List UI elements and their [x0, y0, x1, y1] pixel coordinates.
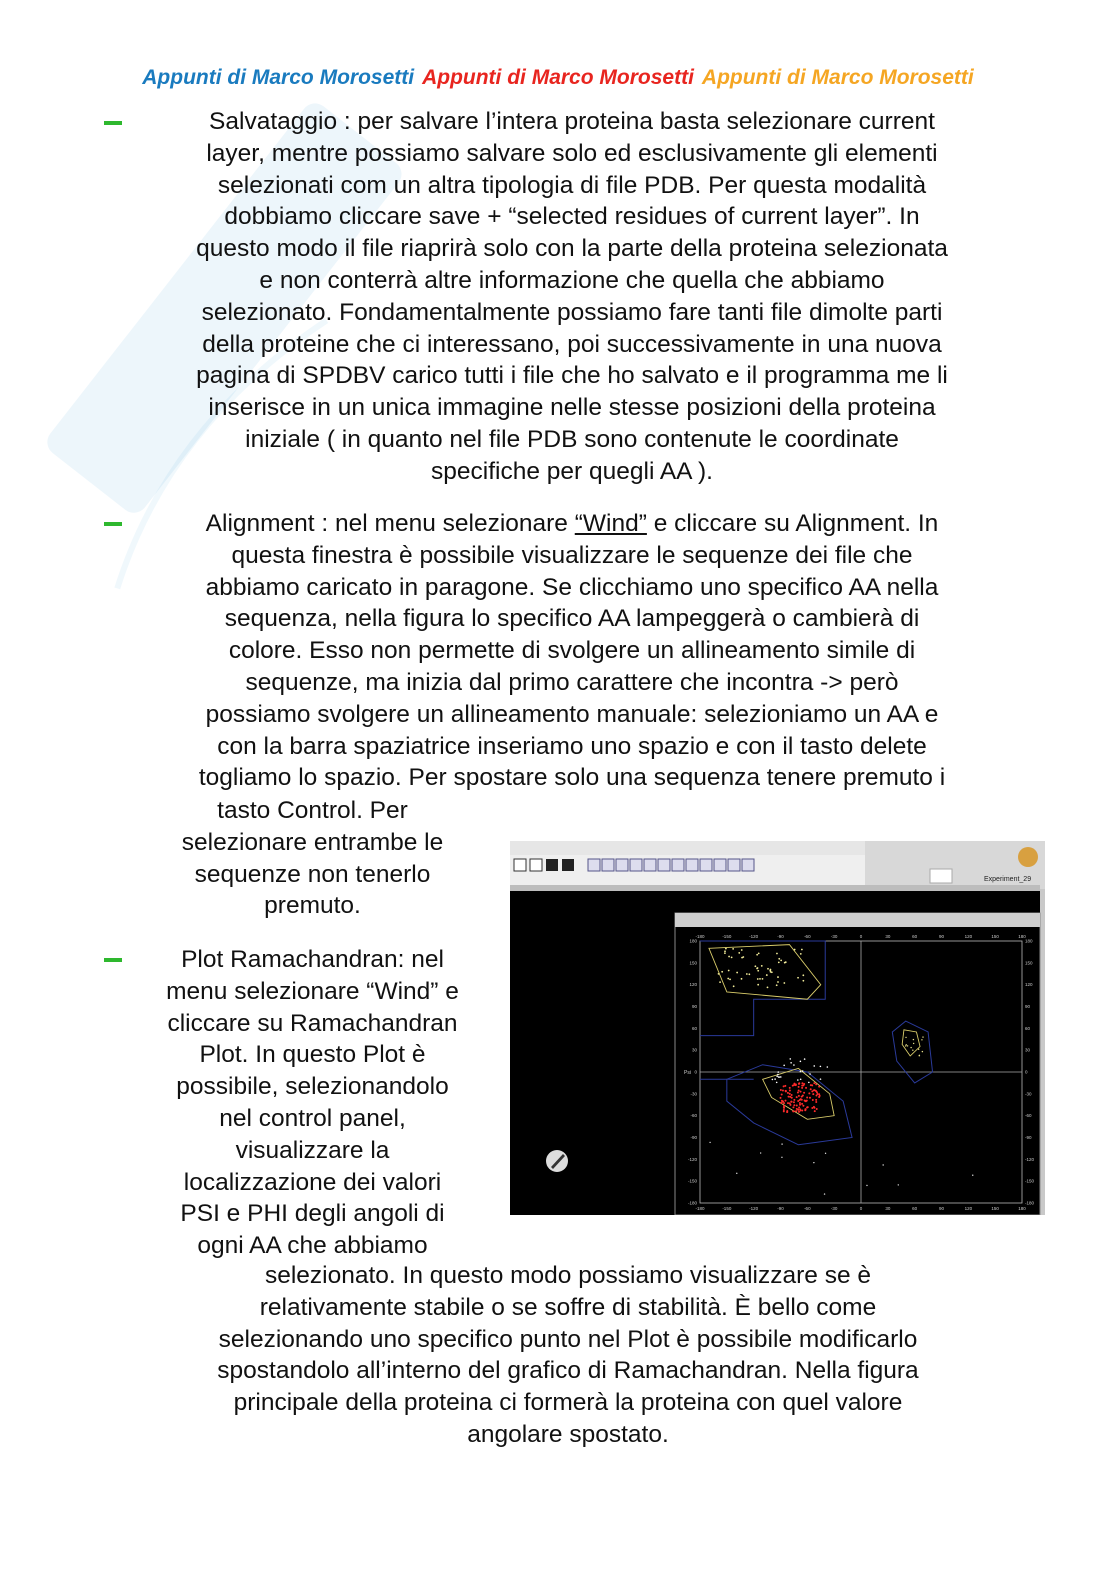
y-tick-label: -180 — [1025, 1200, 1035, 1206]
section-salvataggio — [132, 106, 1012, 488]
data-point — [776, 953, 778, 955]
data-point — [728, 970, 730, 972]
data-point — [792, 1085, 794, 1087]
data-point — [813, 1082, 815, 1084]
data-point — [741, 957, 743, 959]
data-point — [815, 1101, 817, 1103]
data-point — [803, 1092, 805, 1094]
data-point — [811, 1107, 813, 1109]
data-point — [824, 1193, 825, 1194]
text-line: Plot. In questo Plot è — [199, 1041, 426, 1069]
data-point — [724, 952, 726, 954]
y-tick-label: 0 — [1025, 1069, 1028, 1075]
bullet-dash — [104, 958, 122, 962]
data-point — [805, 1100, 807, 1102]
text-line: possibile, selezionandolo — [176, 1073, 449, 1101]
y-tick-label: -90 — [690, 1135, 697, 1140]
x-tick-label: -150 — [722, 1206, 732, 1211]
data-point — [866, 1185, 867, 1186]
data-point — [789, 1058, 791, 1060]
x-tick-label: -30 — [830, 934, 838, 939]
data-point — [787, 1092, 789, 1094]
x-tick-label: 60 — [912, 1206, 918, 1211]
text-line: principale della proteina ci formerà la proteina con quel valore — [233, 1389, 903, 1417]
credit-blue: Appunti di Marco Morosetti — [142, 66, 415, 89]
data-point — [785, 1090, 787, 1092]
data-point — [727, 978, 729, 980]
data-point — [797, 1092, 799, 1094]
text-line: questo modo il file riaprirà solo con la parte della proteina selezionata — [196, 235, 948, 263]
y-tick-label: 180 — [1025, 938, 1033, 944]
data-point — [820, 1066, 822, 1068]
x-tick-label: 30 — [885, 934, 891, 939]
data-point — [761, 965, 763, 967]
data-point — [796, 1096, 798, 1098]
text-line: relativamente stabile o se soffre di stabilità. È bello come — [259, 1293, 877, 1321]
data-point — [793, 1099, 795, 1101]
data-point — [797, 1079, 799, 1081]
data-point — [780, 1102, 782, 1104]
data-point — [820, 1078, 822, 1080]
y-tick-label: 0 — [694, 1069, 697, 1075]
data-point — [778, 958, 780, 960]
data-point — [793, 1101, 795, 1103]
data-point — [780, 959, 782, 961]
data-point — [800, 1078, 802, 1080]
data-point — [780, 1089, 782, 1091]
text-line: abbiamo caricato in paragone. Se clicchiamo uno specifico AA nella — [205, 573, 939, 601]
data-point — [825, 1153, 826, 1154]
data-point — [731, 956, 733, 958]
data-point — [760, 1152, 761, 1153]
text-line: angolare spostato. — [467, 1420, 669, 1448]
data-point — [789, 1087, 791, 1089]
data-point — [783, 982, 785, 984]
data-point — [756, 968, 758, 970]
data-point — [771, 971, 773, 973]
data-point — [788, 1096, 790, 1098]
data-point — [718, 973, 720, 975]
data-point — [898, 1184, 899, 1185]
data-point — [741, 949, 743, 951]
x-tick-label: 90 — [938, 934, 945, 939]
data-point — [758, 952, 760, 954]
data-point — [813, 1065, 815, 1067]
data-point — [800, 953, 802, 955]
data-point — [804, 1058, 806, 1060]
data-point — [789, 1093, 791, 1095]
text-line: selezionato. Fondamentalmente possiamo fare tanti file dimolte parti — [201, 298, 943, 326]
alignment-continued — [150, 795, 475, 922]
data-point — [800, 1071, 802, 1073]
text-line: visualizzare la — [235, 1136, 390, 1164]
data-point — [793, 1064, 795, 1066]
data-point — [800, 1061, 802, 1063]
x-tick-label: -120 — [749, 1206, 759, 1211]
data-point — [787, 1102, 789, 1104]
y-tick-label: -90 — [1025, 1135, 1032, 1140]
x-tick-label: -30 — [830, 1206, 838, 1211]
text-line: PSI e PHI degli angoli di — [180, 1200, 445, 1228]
data-point — [770, 969, 772, 971]
data-point — [807, 1106, 809, 1108]
y-tick-label: 120 — [1025, 982, 1033, 988]
x-tick-label: -120 — [749, 934, 759, 939]
data-point — [818, 1093, 820, 1095]
data-point — [806, 1097, 808, 1099]
desktop-icon-label: Experiment_29 — [984, 876, 1032, 883]
data-point — [799, 1108, 801, 1110]
text-line: dobbiamo cliccare save + “selected residues of current layer”. In — [224, 203, 920, 231]
text-line: inserisce in un unica immagine nelle stesse posizioni della proteina — [208, 394, 936, 422]
data-point — [793, 1104, 795, 1106]
x-tick-label: -90 — [777, 1206, 784, 1211]
data-point — [800, 1098, 802, 1100]
data-point — [882, 1164, 883, 1165]
y-tick-label: -30 — [1025, 1091, 1032, 1097]
data-point — [802, 1070, 804, 1072]
data-point — [784, 1100, 786, 1102]
text-line: premuto. — [264, 892, 361, 920]
data-point — [801, 1087, 803, 1089]
data-point — [754, 965, 756, 967]
data-point — [736, 972, 738, 974]
data-point — [813, 1106, 815, 1108]
data-point — [746, 973, 748, 975]
text-line: possiamo svolgere un allineamento manuale: selezioniamo un AA e — [205, 700, 939, 728]
data-point — [921, 1039, 922, 1040]
data-point — [783, 1102, 785, 1104]
y-tick-label: -150 — [1025, 1178, 1035, 1184]
data-point — [907, 1045, 908, 1046]
data-point — [757, 978, 759, 980]
data-point — [798, 1082, 800, 1084]
y-tick-label: 150 — [1025, 960, 1033, 966]
data-point — [762, 978, 764, 980]
data-point — [724, 950, 726, 952]
data-point — [808, 1082, 810, 1084]
data-point — [777, 976, 779, 978]
credit-orange: Appunti di Marco Morosetti — [701, 66, 974, 89]
text-line: con la barra spaziatrice inseriamo uno spazio e con il tasto delete — [217, 732, 927, 760]
x-tick-label: 180 — [1018, 934, 1026, 939]
section-ramachandran — [135, 944, 490, 1262]
text-line: sequenze, ma inizia dal primo carattere che incontra -> però — [245, 668, 899, 696]
data-point — [797, 977, 799, 979]
data-point — [776, 1082, 778, 1084]
x-tick-label: 180 — [1018, 1206, 1026, 1211]
x-tick-label: -180 — [695, 1206, 705, 1211]
data-point — [798, 1111, 800, 1113]
data-point — [741, 978, 743, 980]
data-point — [783, 1085, 785, 1087]
data-point — [801, 1082, 803, 1084]
credit-red: Appunti di Marco Morosetti — [422, 66, 694, 89]
data-point — [774, 1078, 776, 1080]
data-point — [798, 1086, 800, 1088]
data-point — [781, 1157, 782, 1158]
data-point — [759, 978, 761, 980]
data-point — [780, 1097, 782, 1099]
ramachandran-screenshot — [510, 841, 1045, 1215]
text-line: colore. Esso non permette di svolgere un allineamento simile di — [228, 637, 916, 665]
data-point — [802, 974, 804, 976]
text-line: Salvataggio : per salvare l’intera proteina basta selezionare current — [209, 108, 935, 135]
text-line: selezionati com un altra tipologia di file PDB. Per questa modalità — [217, 171, 927, 199]
text-line: spostandolo all’interno del grafico di Ramachandran. Nella figura — [217, 1357, 919, 1385]
data-point — [913, 1043, 914, 1044]
data-point — [801, 1103, 803, 1105]
data-point — [808, 1092, 810, 1094]
text-line: nel control panel, — [219, 1104, 406, 1132]
data-point — [776, 1075, 778, 1077]
data-point — [738, 952, 740, 954]
data-point — [818, 1086, 820, 1088]
text-line: layer, mentre possiamo salvare solo ed esclusivamente gli elementi — [206, 139, 938, 167]
data-point — [777, 981, 779, 983]
data-point — [816, 1108, 818, 1110]
data-point — [794, 949, 796, 951]
data-point — [786, 1111, 788, 1113]
data-point — [778, 1076, 780, 1078]
text-line: questa finestra è possibile visualizzare le sequenze dei file che — [231, 541, 913, 569]
data-point — [719, 981, 721, 983]
data-point — [789, 1096, 791, 1098]
data-point — [772, 1079, 774, 1081]
data-point — [783, 1109, 785, 1111]
data-point — [802, 980, 804, 982]
data-point — [797, 1109, 799, 1111]
y-tick-label: -120 — [687, 1156, 697, 1162]
data-point — [801, 1109, 803, 1111]
y-tick-label: -30 — [690, 1091, 697, 1097]
data-point — [778, 962, 780, 964]
data-point — [817, 1093, 819, 1095]
data-point — [733, 985, 735, 987]
data-point — [777, 1074, 779, 1076]
data-point — [756, 954, 758, 956]
data-point — [783, 1107, 785, 1109]
x-tick-label: 30 — [885, 1206, 891, 1211]
data-point — [784, 962, 786, 964]
data-point — [757, 970, 759, 972]
y-tick-label: 90 — [1025, 1004, 1031, 1009]
text-line: Plot Ramachandran: nel — [181, 946, 444, 973]
wind-menu-reference: “Wind” — [574, 510, 647, 537]
data-point — [815, 1083, 817, 1085]
x-tick-label: 90 — [938, 1206, 945, 1211]
data-point — [782, 1089, 784, 1091]
data-point — [784, 1085, 786, 1087]
data-point — [748, 973, 750, 975]
y-tick-label: 90 — [691, 1004, 697, 1009]
data-point — [796, 1105, 798, 1107]
text-line: e non conterrà altre informazione che quella che abbiamo — [259, 266, 885, 294]
alignment-first-line: Alignment : nel menu selezionare “Wind” e cliccare su Alignment. In — [205, 510, 939, 537]
text-line: specifiche per quegli AA ). — [431, 457, 713, 485]
x-tick-label: 150 — [991, 934, 999, 939]
data-point — [799, 1102, 801, 1104]
data-point — [805, 1087, 807, 1089]
text-line: sequenze non tenerlo — [194, 860, 431, 888]
data-point — [798, 1106, 800, 1108]
data-point — [798, 1090, 800, 1092]
data-point — [780, 1076, 782, 1078]
data-point — [801, 1096, 803, 1098]
data-point — [797, 1100, 799, 1102]
data-point — [793, 1110, 795, 1112]
y-tick-label: 30 — [1025, 1047, 1031, 1053]
data-point — [767, 986, 769, 988]
bullet-dash — [104, 121, 122, 125]
x-tick-label: 150 — [991, 1206, 999, 1211]
data-point — [922, 1036, 923, 1037]
x-tick-label: -90 — [777, 934, 784, 939]
data-point — [777, 1071, 779, 1073]
data-point — [913, 1039, 914, 1040]
text-line: selezionare entrambe le — [181, 828, 444, 856]
data-point — [791, 1094, 793, 1096]
toolbar-icons — [514, 859, 754, 871]
text-line: togliamo lo spazio. Per spostare solo una sequenza tenere premuto i — [198, 764, 946, 792]
data-point — [905, 1037, 906, 1038]
data-point — [812, 1093, 814, 1095]
data-point — [809, 1073, 811, 1075]
data-point — [800, 1091, 802, 1093]
data-point — [792, 1106, 794, 1108]
y-tick-label: 180 — [689, 938, 697, 944]
text-line: cliccare su Ramachandran — [167, 1009, 458, 1037]
data-point — [795, 1110, 797, 1112]
x-tick-label: 120 — [964, 1206, 973, 1211]
data-point — [789, 1089, 791, 1091]
x-tick-label: 0 — [859, 1206, 863, 1211]
x-tick-label: -60 — [804, 934, 811, 939]
data-point — [776, 984, 778, 986]
text-line: iniziale ( in quanto nel file PDB sono contenute le coordinate — [245, 425, 899, 453]
x-tick-label: 0 — [859, 934, 863, 939]
data-point — [729, 978, 731, 980]
x-tick-label: -150 — [722, 934, 732, 939]
ramachandran-continued — [130, 1260, 1006, 1451]
bullet-dash — [104, 522, 122, 526]
data-point — [732, 948, 734, 950]
data-point — [791, 1101, 793, 1103]
data-point — [813, 1162, 814, 1163]
data-point — [725, 948, 727, 950]
text-line: della proteine che ci interessano, poi successivamente in una nuova — [202, 330, 942, 358]
data-point — [783, 1105, 785, 1107]
data-point — [781, 1143, 782, 1144]
y-tick-label: -60 — [1025, 1113, 1032, 1119]
data-point — [789, 1104, 791, 1106]
data-point — [757, 984, 759, 986]
psi-axis-label: Psi — [684, 1070, 691, 1076]
data-point — [721, 971, 723, 973]
data-point — [918, 1049, 919, 1050]
data-point — [804, 1109, 806, 1111]
data-point — [815, 1099, 817, 1101]
data-point — [798, 1095, 800, 1097]
data-point — [912, 1050, 913, 1051]
data-point — [790, 1062, 792, 1064]
y-tick-label: -60 — [690, 1113, 697, 1119]
data-point — [802, 1084, 804, 1086]
data-point — [766, 974, 768, 976]
text-line: selezionando uno specifico punto nel Plot è possibile modificarlo — [218, 1325, 918, 1353]
x-tick-label: -180 — [695, 934, 705, 939]
y-tick-label: 120 — [689, 982, 697, 988]
data-point — [906, 1044, 907, 1045]
data-point — [783, 1065, 785, 1067]
x-tick-label: -60 — [804, 1206, 811, 1211]
text-line: pagina di SPDBV carico tutti i file che ho salvato e il programma me li — [196, 362, 948, 390]
data-point — [910, 1047, 911, 1048]
text-line: sequenza, nella figura lo specifico AA lampeggerà o cambierà di — [224, 605, 920, 633]
data-point — [736, 1173, 737, 1174]
data-point — [922, 1051, 923, 1052]
data-point — [709, 1142, 710, 1143]
y-tick-label: -150 — [687, 1178, 697, 1184]
text-line: localizzazione dei valori — [183, 1168, 442, 1196]
text-line: menu selezionare “Wind” e — [166, 977, 459, 1005]
y-tick-label: -120 — [1025, 1156, 1035, 1162]
x-tick-label: 120 — [964, 934, 973, 939]
section-alignment — [130, 508, 1014, 794]
data-point — [812, 1099, 814, 1101]
y-tick-label: 150 — [689, 960, 697, 966]
y-tick-label: 60 — [691, 1025, 697, 1031]
data-point — [802, 1105, 804, 1107]
data-point — [814, 1089, 816, 1091]
y-tick-label: 60 — [1025, 1025, 1031, 1031]
data-point — [818, 1096, 820, 1098]
data-point — [972, 1175, 973, 1176]
data-point — [809, 1097, 811, 1099]
data-point — [781, 1094, 783, 1096]
data-point — [814, 1110, 816, 1112]
data-point — [919, 1055, 920, 1056]
text-line: tasto Control. Per — [217, 797, 408, 824]
page-header — [0, 66, 1116, 90]
y-tick-label: 30 — [691, 1047, 697, 1053]
data-point — [728, 956, 730, 958]
data-point — [810, 1084, 812, 1086]
y-tick-label: -180 — [687, 1200, 697, 1206]
data-point — [801, 949, 803, 951]
data-point — [795, 1084, 797, 1086]
data-point — [827, 1066, 829, 1068]
data-point — [793, 1083, 795, 1085]
data-point — [810, 1088, 812, 1090]
x-tick-label: 60 — [912, 934, 918, 939]
data-point — [767, 968, 769, 970]
text-line: selezionato. In questo modo possiamo visualizzare se è — [264, 1262, 872, 1289]
text-line: ogni AA che abbiamo — [197, 1232, 428, 1260]
